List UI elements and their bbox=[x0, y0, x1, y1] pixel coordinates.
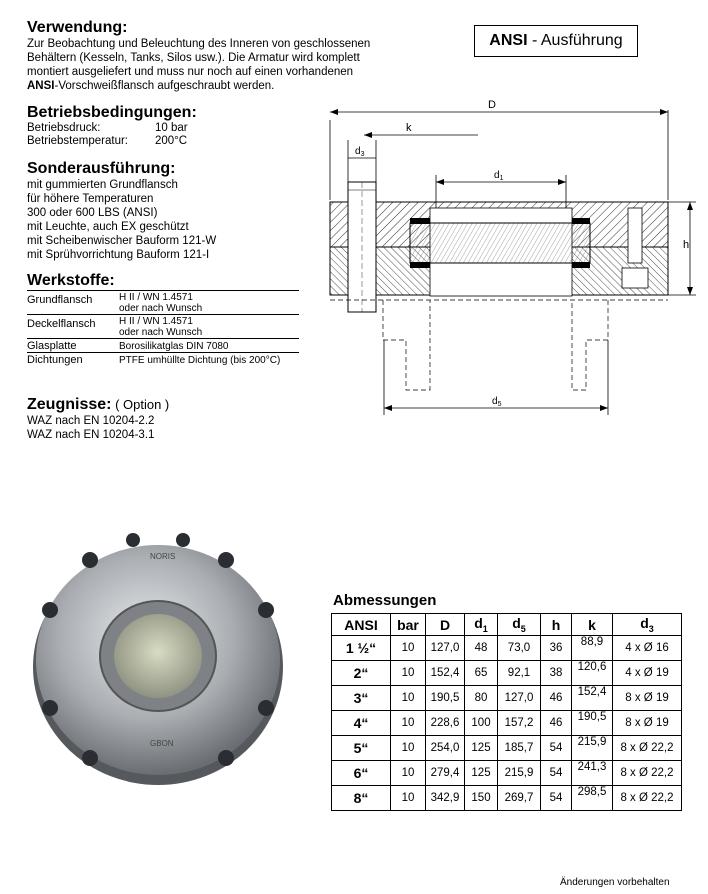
arrow-icon bbox=[558, 179, 566, 185]
glass-plate bbox=[410, 223, 590, 263]
table-cell: 54 bbox=[541, 736, 572, 761]
material-row bbox=[27, 291, 299, 315]
table-cell: 10 bbox=[391, 661, 426, 686]
table-cell: 125 bbox=[465, 736, 498, 761]
table-cell: 6“ bbox=[332, 761, 391, 786]
table-cell: 8 x Ø 19 bbox=[613, 686, 682, 711]
table-cell: 48 bbox=[465, 636, 498, 661]
material-name: Glasplatte bbox=[27, 340, 77, 352]
table-cell: 65 bbox=[465, 661, 498, 686]
table-cell: 254,0 bbox=[426, 736, 465, 761]
product-photo bbox=[28, 532, 288, 792]
material-value-line: H II / WN 1.4571 bbox=[119, 292, 193, 303]
certificates-heading: Zeugnisse: bbox=[27, 396, 112, 413]
table-cell: 127,0 bbox=[426, 636, 465, 661]
material-row bbox=[27, 353, 299, 367]
table-cell: 3“ bbox=[332, 686, 391, 711]
table-cell: 241,3 bbox=[572, 761, 613, 786]
table-cell: 10 bbox=[391, 636, 426, 661]
material-value bbox=[119, 291, 299, 315]
table-cell: 54 bbox=[541, 761, 572, 786]
materials-heading: Werkstoffe: bbox=[27, 272, 115, 289]
special-line: mit Scheibenwischer Bauform 121-W bbox=[27, 235, 217, 247]
arrow-icon bbox=[600, 405, 608, 411]
condition-value: 10 bar bbox=[155, 122, 188, 134]
label-k: k bbox=[406, 122, 412, 134]
screw bbox=[628, 208, 642, 263]
dimensions-table bbox=[331, 613, 682, 811]
table-row bbox=[332, 736, 682, 761]
arrow-icon bbox=[330, 109, 338, 115]
engraving-noris: NORIS bbox=[150, 552, 176, 561]
gasket bbox=[572, 262, 590, 268]
table-cell: 46 bbox=[541, 686, 572, 711]
table-row bbox=[332, 636, 682, 661]
gasket bbox=[572, 218, 590, 224]
material-value bbox=[119, 315, 299, 339]
table-row bbox=[332, 786, 682, 811]
window-glass bbox=[114, 614, 202, 698]
label-d1: $d_1$ bbox=[494, 170, 504, 182]
condition-row-pressure bbox=[27, 122, 307, 135]
ansi-box-rest: - Ausführung bbox=[527, 32, 623, 49]
arrow-icon bbox=[364, 132, 372, 138]
condition-value: 200°C bbox=[155, 135, 188, 147]
table-cell: 152,4 bbox=[426, 661, 465, 686]
usage-ansi-bold: ANSI bbox=[27, 80, 55, 92]
table-row bbox=[332, 711, 682, 736]
usage-section bbox=[27, 19, 427, 93]
table-cell: 8 x Ø 22,2 bbox=[613, 761, 682, 786]
materials-section bbox=[27, 272, 299, 366]
certificate-line: WAZ nach EN 10204-3.1 bbox=[27, 429, 155, 441]
table-cell: 8 x Ø 19 bbox=[613, 711, 682, 736]
table-cell: 215,9 bbox=[498, 761, 541, 786]
condition-label: Betriebstemperatur: bbox=[27, 135, 128, 147]
label-d5: $d_5$ bbox=[492, 396, 502, 408]
table-cell: 8“ bbox=[332, 786, 391, 811]
table-cell: 4“ bbox=[332, 711, 391, 736]
materials-table bbox=[27, 290, 299, 366]
technical-drawing bbox=[318, 90, 708, 420]
table-cell: 4 x Ø 19 bbox=[613, 661, 682, 686]
ansi-version-box bbox=[474, 25, 638, 57]
arrow-icon bbox=[384, 405, 392, 411]
column-header: k bbox=[572, 614, 613, 636]
table-cell: 1 ½“ bbox=[332, 636, 391, 661]
table-cell: 54 bbox=[541, 786, 572, 811]
table-cell: 127,0 bbox=[498, 686, 541, 711]
usage-heading: Verwendung: bbox=[27, 19, 128, 36]
special-line: mit Leuchte, auch EX geschützt bbox=[27, 221, 189, 233]
table-row bbox=[332, 761, 682, 786]
label-d3: $d_3$ bbox=[355, 146, 365, 158]
table-cell: 157,2 bbox=[498, 711, 541, 736]
special-line: mit gummierten Grundflansch bbox=[27, 179, 178, 191]
special-line: mit Sprühvorrichtung Bauform 121-I bbox=[27, 249, 210, 261]
arrow-icon bbox=[687, 202, 693, 210]
column-header: $d_1$ bbox=[465, 614, 498, 636]
arrow-icon bbox=[660, 109, 668, 115]
label-h: h bbox=[683, 239, 690, 251]
material-value-line: oder nach Wunsch bbox=[119, 327, 203, 338]
table-cell: 185,7 bbox=[498, 736, 541, 761]
table-cell: 38 bbox=[541, 661, 572, 686]
ansi-box-bold: ANSI bbox=[489, 32, 528, 49]
special-line: 300 oder 600 LBS (ANSI) bbox=[27, 207, 158, 219]
table-cell: 4 x Ø 16 bbox=[613, 636, 682, 661]
dimensions-heading: Abmessungen bbox=[333, 592, 437, 609]
condition-row-temperature bbox=[27, 135, 307, 148]
usage-line-2: Behältern (Kesseln, Tanks, Silos usw.). Die Armatur wird komplett bbox=[27, 52, 360, 64]
table-cell: 10 bbox=[391, 736, 426, 761]
table-cell: 8 x Ø 22,2 bbox=[613, 736, 682, 761]
column-header: $d_5$ bbox=[498, 614, 541, 636]
material-name: Dichtungen bbox=[27, 354, 83, 366]
column-header: bar bbox=[391, 614, 426, 636]
usage-line-4-rest: -Vorschweißflansch aufgeschraubt werden. bbox=[54, 80, 275, 92]
table-cell: 80 bbox=[465, 686, 498, 711]
usage-line-1: Zur Beobachtung und Beleuchtung des Inneren von geschlossenen bbox=[27, 38, 371, 50]
table-cell: 73,0 bbox=[498, 636, 541, 661]
material-value: PTFE umhüllte Dichtung (bis 200°C) bbox=[119, 355, 281, 366]
special-section bbox=[27, 160, 307, 262]
conditions-section bbox=[27, 104, 307, 148]
certificates-section bbox=[27, 396, 307, 442]
gasket bbox=[410, 262, 430, 268]
column-header: $d_3$ bbox=[613, 614, 682, 636]
table-cell: 279,4 bbox=[426, 761, 465, 786]
label-D: D bbox=[488, 99, 496, 111]
screw-head bbox=[622, 268, 648, 288]
engraving-gbon: GBON bbox=[150, 739, 174, 748]
table-cell: 10 bbox=[391, 686, 426, 711]
table-cell: 8 x Ø 22,2 bbox=[613, 786, 682, 811]
material-row bbox=[27, 315, 299, 339]
certificates-option: ( Option ) bbox=[111, 397, 170, 412]
material-name: Deckelflansch bbox=[27, 318, 96, 330]
table-cell: 10 bbox=[391, 786, 426, 811]
table-cell: 342,9 bbox=[426, 786, 465, 811]
table-cell: 36 bbox=[541, 636, 572, 661]
table-row bbox=[332, 661, 682, 686]
table-cell: 120,6 bbox=[572, 661, 613, 686]
gasket bbox=[410, 218, 430, 224]
table-cell: 152,4 bbox=[572, 686, 613, 711]
table-cell: 46 bbox=[541, 711, 572, 736]
conditions-heading: Betriebsbedingungen: bbox=[27, 104, 197, 121]
condition-label: Betriebsdruck: bbox=[27, 122, 101, 134]
column-header: ANSI bbox=[332, 614, 391, 636]
material-row bbox=[27, 339, 299, 353]
certificate-line: WAZ nach EN 10204-2.2 bbox=[27, 415, 155, 427]
table-cell: 269,7 bbox=[498, 786, 541, 811]
usage-line-3: montiert ausgeliefert und muss nur noch auf einen vorhandenen bbox=[27, 66, 354, 78]
table-cell: 298,5 bbox=[572, 786, 613, 811]
table-cell: 150 bbox=[465, 786, 498, 811]
weld-neck-outline bbox=[383, 300, 430, 390]
table-row bbox=[332, 686, 682, 711]
material-name: Grundflansch bbox=[27, 294, 93, 306]
material-value: Borosilikatglas DIN 7080 bbox=[119, 341, 229, 352]
table-cell: 215,9 bbox=[572, 736, 613, 761]
table-cell: 190,5 bbox=[572, 711, 613, 736]
column-header: D bbox=[426, 614, 465, 636]
arrow-icon bbox=[436, 179, 444, 185]
arrow-icon bbox=[687, 287, 693, 295]
weld-neck-outline bbox=[572, 300, 608, 390]
table-cell: 2“ bbox=[332, 661, 391, 686]
footer-note: Änderungen vorbehalten bbox=[560, 877, 670, 888]
material-value-line: oder nach Wunsch bbox=[119, 303, 203, 314]
column-header: h bbox=[541, 614, 572, 636]
material-value-line: H II / WN 1.4571 bbox=[119, 316, 193, 327]
table-cell: 10 bbox=[391, 711, 426, 736]
special-line: für höhere Temperaturen bbox=[27, 193, 154, 205]
table-cell: 190,5 bbox=[426, 686, 465, 711]
table-cell: 5“ bbox=[332, 736, 391, 761]
table-cell: 88,9 bbox=[572, 636, 613, 661]
table-cell: 228,6 bbox=[426, 711, 465, 736]
table-header-row bbox=[332, 614, 682, 636]
table-cell: 92,1 bbox=[498, 661, 541, 686]
table-cell: 100 bbox=[465, 711, 498, 736]
table-cell: 125 bbox=[465, 761, 498, 786]
table-cell: 10 bbox=[391, 761, 426, 786]
special-heading: Sonderausführung: bbox=[27, 160, 176, 177]
